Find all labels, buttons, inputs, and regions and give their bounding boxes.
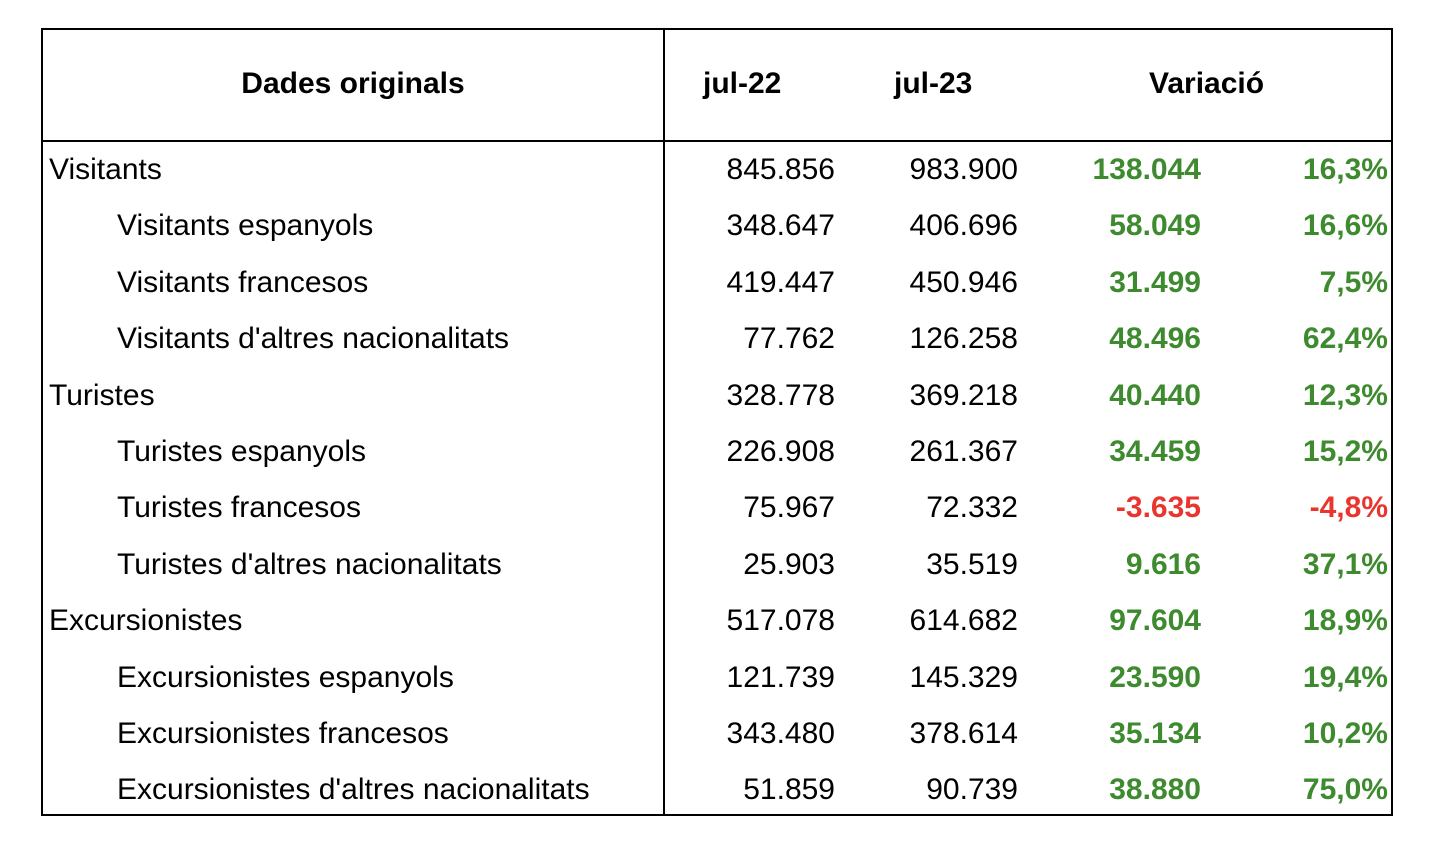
table-row bbox=[43, 255, 1391, 311]
value-jul-22: 51.859 bbox=[743, 773, 835, 807]
row-label: Excursionistes d'altres nacionalitats bbox=[117, 773, 590, 807]
header-jul-23: jul-23 bbox=[894, 67, 973, 100]
value-jul-22: 348.647 bbox=[726, 209, 835, 243]
variation-absolute: 9.616 bbox=[1125, 547, 1201, 581]
table-header bbox=[43, 30, 1391, 142]
row-label: Turistes bbox=[49, 378, 155, 412]
table-row bbox=[43, 142, 1391, 198]
value-jul-23: 983.900 bbox=[909, 153, 1018, 186]
header-variacio: Variació bbox=[1149, 67, 1265, 100]
value-jul-22: 77.762 bbox=[743, 322, 835, 356]
value-jul-22: 845.856 bbox=[726, 153, 835, 186]
value-jul-22: 343.480 bbox=[726, 716, 835, 750]
header-jul-22: jul-22 bbox=[703, 67, 782, 100]
row-label: Visitants d'altres nacionalitats bbox=[117, 322, 510, 356]
variation-percent: 12,3% bbox=[1302, 378, 1388, 412]
variation-percent: 75,0% bbox=[1302, 773, 1388, 807]
row-label: Visitants espanyols bbox=[117, 209, 374, 243]
value-jul-22: 226.908 bbox=[726, 434, 835, 468]
variation-percent: -4,8% bbox=[1309, 491, 1388, 525]
value-jul-22: 75.967 bbox=[743, 491, 835, 525]
table-row bbox=[43, 650, 1391, 706]
value-jul-23: 90.739 bbox=[926, 773, 1018, 807]
value-jul-23: 261.367 bbox=[909, 434, 1018, 468]
value-jul-23: 369.218 bbox=[909, 378, 1018, 412]
value-jul-22: 121.739 bbox=[726, 660, 835, 694]
value-jul-23: 378.614 bbox=[909, 716, 1018, 750]
variation-absolute: 138.044 bbox=[1092, 153, 1201, 186]
variation-percent: 7,5% bbox=[1319, 265, 1388, 299]
row-label: Excursionistes espanyols bbox=[117, 660, 454, 694]
row-label: Visitants francesos bbox=[117, 265, 369, 299]
value-jul-23: 614.682 bbox=[909, 604, 1018, 638]
value-jul-23: 406.696 bbox=[909, 209, 1018, 243]
variation-absolute: 35.134 bbox=[1109, 716, 1201, 750]
variation-absolute: 38.880 bbox=[1109, 773, 1201, 807]
value-jul-22: 419.447 bbox=[726, 265, 835, 299]
variation-percent: 19,4% bbox=[1302, 660, 1388, 694]
table-row bbox=[43, 311, 1391, 367]
variation-percent: 18,9% bbox=[1302, 604, 1388, 638]
variation-percent: 62,4% bbox=[1302, 322, 1388, 356]
row-label: Turistes d'altres nacionalitats bbox=[117, 547, 502, 581]
variation-percent: 16,6% bbox=[1302, 209, 1388, 243]
row-label: Turistes francesos bbox=[117, 491, 361, 525]
row-label: Excursionistes bbox=[49, 604, 243, 638]
value-jul-22: 517.078 bbox=[726, 604, 835, 638]
variation-absolute: 23.590 bbox=[1109, 660, 1201, 694]
table-row bbox=[43, 762, 1391, 818]
table-row bbox=[43, 706, 1391, 762]
table-row bbox=[43, 198, 1391, 254]
table-body bbox=[43, 142, 1391, 819]
variation-percent: 15,2% bbox=[1302, 434, 1388, 468]
header-dades-originals: Dades originals bbox=[241, 67, 465, 100]
variation-absolute: -3.635 bbox=[1115, 491, 1201, 525]
variation-percent: 37,1% bbox=[1302, 547, 1388, 581]
table-row bbox=[43, 480, 1391, 536]
table-row bbox=[43, 537, 1391, 593]
value-jul-23: 126.258 bbox=[909, 322, 1018, 356]
row-label: Excursionistes francesos bbox=[117, 716, 449, 750]
variation-absolute: 97.604 bbox=[1109, 604, 1201, 638]
variation-absolute: 48.496 bbox=[1109, 322, 1201, 356]
variation-absolute: 34.459 bbox=[1109, 434, 1201, 468]
value-jul-23: 450.946 bbox=[909, 265, 1018, 299]
variation-absolute: 31.499 bbox=[1109, 265, 1201, 299]
table-row bbox=[43, 593, 1391, 649]
row-label: Turistes espanyols bbox=[117, 434, 366, 468]
visitor-statistics-table bbox=[41, 28, 1393, 816]
value-jul-23: 35.519 bbox=[926, 547, 1018, 581]
table-row bbox=[43, 368, 1391, 424]
value-jul-22: 328.778 bbox=[726, 378, 835, 412]
value-jul-22: 25.903 bbox=[743, 547, 835, 581]
variation-percent: 10,2% bbox=[1302, 716, 1388, 750]
variation-absolute: 40.440 bbox=[1109, 378, 1201, 412]
value-jul-23: 72.332 bbox=[926, 491, 1018, 525]
variation-percent: 16,3% bbox=[1302, 153, 1388, 186]
table-row bbox=[43, 424, 1391, 480]
row-label: Visitants bbox=[49, 153, 162, 186]
variation-absolute: 58.049 bbox=[1109, 209, 1201, 243]
value-jul-23: 145.329 bbox=[909, 660, 1018, 694]
